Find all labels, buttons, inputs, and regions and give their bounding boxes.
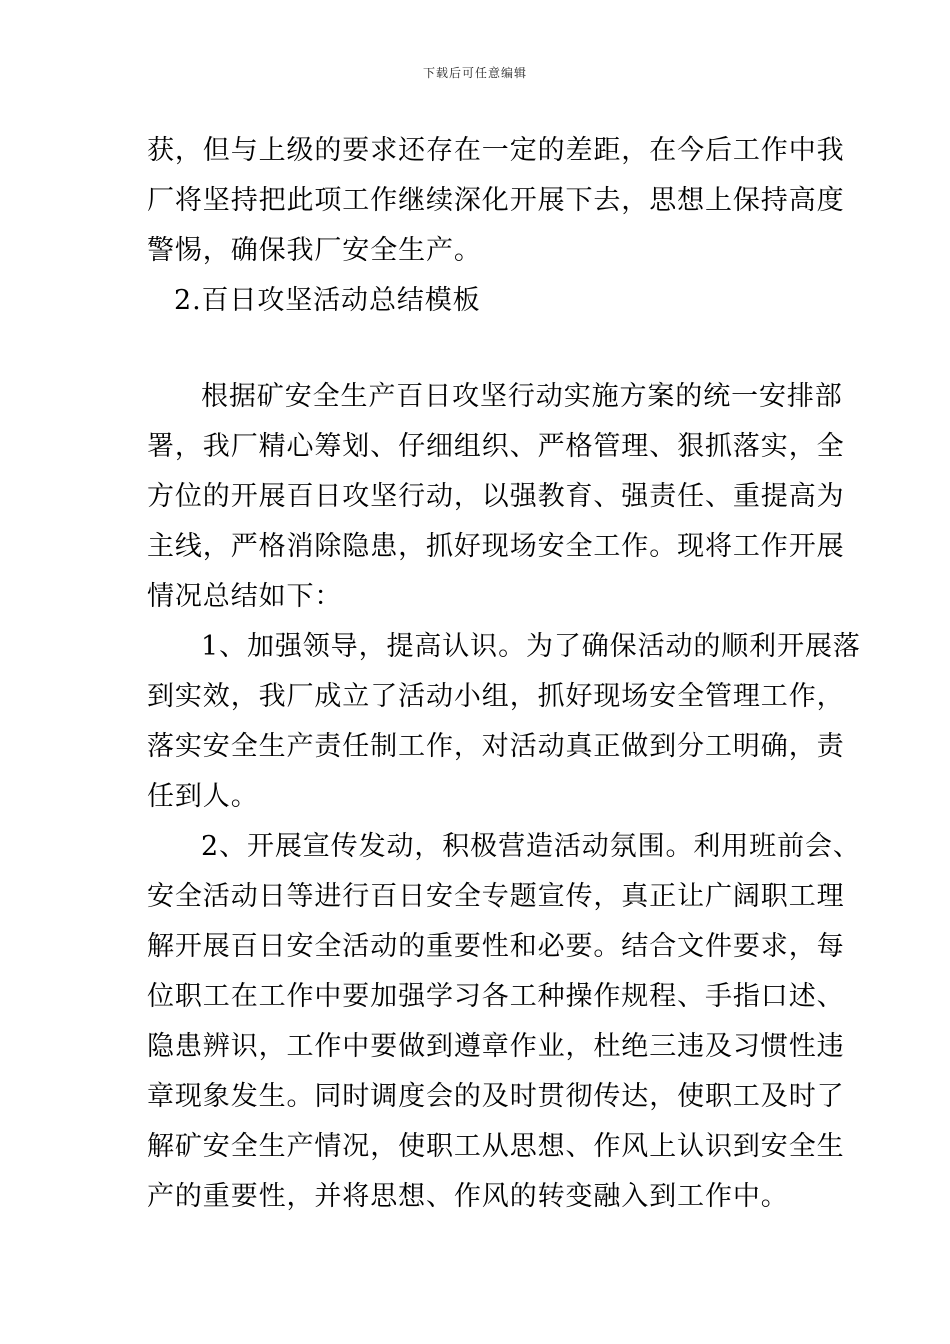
text-line: 位职工在工作中要加强学习各工种操作规程、手指口述、 (147, 981, 845, 1012)
text-line: 主线，严格消除隐患，抓好现场安全工作。现将工作开展 (147, 531, 845, 562)
text-line: 1、加强领导，提高认识。为了确保活动的顺利开展落 (201, 631, 861, 662)
text-line: 解开展百日安全活动的重要性和必要。结合文件要求，每 (147, 931, 845, 962)
section-heading (147, 276, 807, 326)
text-line: 隐患辨识，工作中要做到遵章作业，杜绝三违及习惯性违 (147, 1031, 845, 1062)
text-line: 方位的开展百日攻坚行动，以强教育、强责任、重提高为 (147, 481, 845, 512)
text-line: 任到人。 (147, 781, 259, 812)
text-line: 到实效，我厂成立了活动小组，抓好现场安全管理工作， (147, 681, 845, 712)
blank-space (147, 326, 807, 372)
paragraph-item-2 (147, 822, 861, 1222)
text-line: 2、开展宣传发动，积极营造活动氛围。利用班前会、 (201, 831, 861, 862)
text-line: 警惕，确保我厂安全生产。 (147, 235, 482, 266)
text-line: 获，但与上级的要求还存在一定的差距，在今后工作中我 (147, 135, 845, 166)
paragraph-intro (147, 372, 845, 622)
text-line: 安全活动日等进行百日安全专题宣传，真正让广阔职工理 (147, 881, 845, 912)
paragraph-item-1 (147, 622, 861, 822)
page-header-note: 下载后可任意编辑 (422, 66, 527, 80)
text-line: 情况总结如下： (147, 581, 343, 612)
text-line: 落实安全生产责任制工作，对活动真正做到分工明确，责 (147, 731, 845, 762)
text-line: 厂将坚持把此项工作继续深化开展下去，思想上保持高度 (147, 185, 845, 216)
text-line: 章现象发生。同时调度会的及时贯彻传达，使职工及时了 (147, 1081, 845, 1112)
text-line: 解矿安全生产情况，使职工从思想、作风上认识到安全生 (147, 1131, 845, 1162)
text-line: 署，我厂精心筹划、仔细组织、严格管理、狠抓落实，全 (147, 431, 845, 462)
text-line: 产的重要性，并将思想、作风的转变融入到工作中。 (147, 1181, 789, 1212)
paragraph-continuation (147, 126, 845, 276)
section-title: 2.百日攻坚活动总结模板 (174, 285, 481, 316)
document-body (147, 126, 861, 1222)
text-line: 根据矿安全生产百日攻坚行动实施方案的统一安排部 (201, 381, 843, 412)
